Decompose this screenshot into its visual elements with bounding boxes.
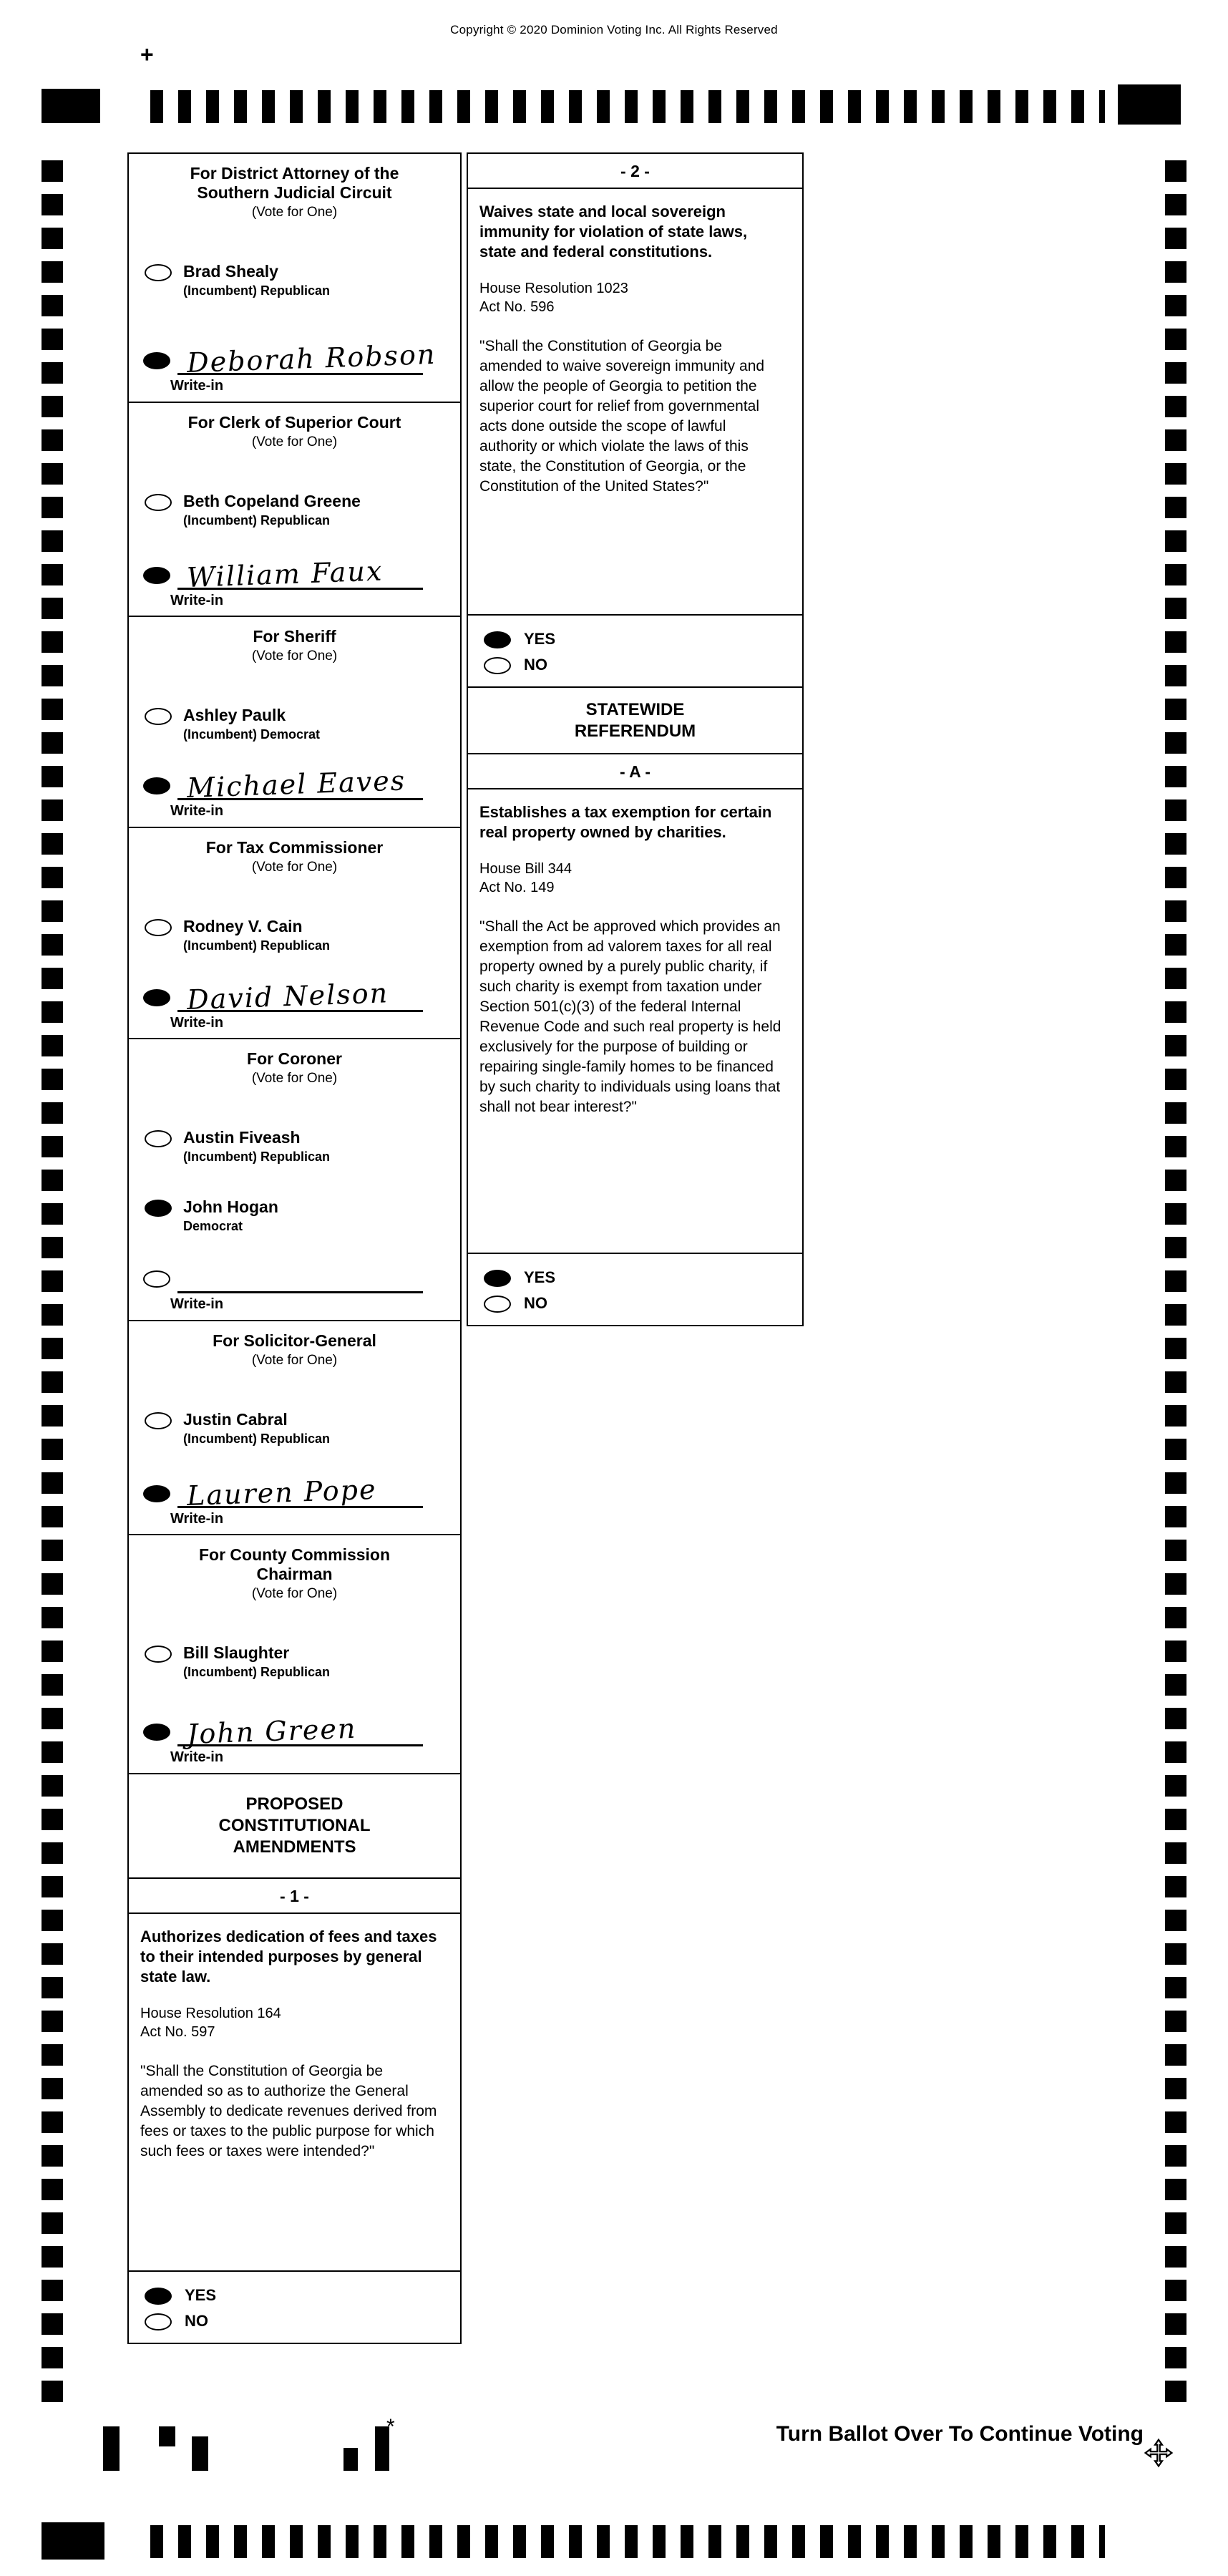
measure-question: "Shall the Act be approved which provides an exemption from ad valorem taxes for all real property owned by a purely public charity, if such charity is exempt from taxation under Section 501(c)(3) of the federal Internal Revenue Code and such real property is held exclusively for the purpose of building or repairing single-family homes to be financed by such charity to individuals using loans that shall not bear interest?" — [479, 918, 781, 1115]
registration-plus-mark: + — [140, 42, 154, 67]
measure-reference — [140, 2004, 442, 2041]
measure-amendment-2 — [467, 152, 804, 688]
write-in-row — [143, 550, 423, 593]
option-row-no — [145, 2311, 460, 2330]
candidate-name: Bill Slaughter — [183, 1643, 290, 1663]
candidate-detail: (Incumbent) Republican — [183, 1665, 331, 1680]
write-in-section — [129, 550, 460, 616]
turn-ballot-over-instruction: Turn Ballot Over To Continue Voting — [776, 2422, 1144, 2446]
write-in-row — [143, 1469, 423, 1512]
write-in-line — [177, 550, 423, 593]
write-in-section — [129, 336, 460, 402]
vote-bubble[interactable] — [143, 1270, 170, 1288]
option-label: NO — [524, 1293, 547, 1312]
copyright-line: Copyright © 2020 Dominion Voting Inc. All Rights Reserved — [450, 23, 778, 37]
vote-bubble[interactable] — [143, 777, 170, 794]
measure-summary: Establishes a tax exemption for certain real property owned by charities. — [479, 803, 772, 842]
candidate-detail: (Incumbent) Republican — [183, 1150, 331, 1165]
section-header-text: STATEWIDE REFERENDUM — [574, 699, 696, 741]
vote-bubble[interactable] — [145, 2288, 172, 2305]
vote-for-instruction: (Vote for One) — [251, 1071, 338, 1087]
contest-county-commission-chairman — [127, 1534, 462, 1774]
candidate-row — [145, 706, 452, 742]
write-in-section — [129, 1707, 460, 1773]
measure-reference — [479, 279, 784, 316]
write-in-row — [143, 973, 423, 1016]
handwritten-write-in: Lauren Pope — [186, 1473, 378, 1512]
contest-title: For Tax Commissioner — [205, 837, 384, 857]
write-in-row — [143, 1254, 423, 1293]
candidate-row — [145, 917, 452, 953]
vote-for-instruction: (Vote for One) — [251, 434, 338, 449]
candidate-text — [183, 1197, 278, 1234]
candidate-text — [183, 917, 330, 953]
handwritten-write-in: Michael Eaves — [186, 764, 406, 804]
vote-bubble[interactable] — [143, 1485, 170, 1502]
measure-referendum-a — [467, 753, 804, 1326]
asterisk-mark: * — [386, 2415, 395, 2439]
four-way-arrow-icon — [1144, 2438, 1174, 2471]
vote-bubble[interactable] — [145, 919, 172, 936]
measure-reference-line: Act No. 149 — [479, 880, 555, 896]
candidate-row — [145, 492, 452, 528]
vote-for-instruction: (Vote for One) — [251, 859, 338, 875]
vote-bubble[interactable] — [484, 1270, 511, 1287]
candidate-detail: (Incumbent) Republican — [183, 283, 331, 298]
option-row-no — [484, 1293, 802, 1313]
write-in-row — [143, 1707, 423, 1750]
write-in-label: Write-in — [170, 1296, 224, 1312]
measure-amendment-1 — [127, 1877, 462, 2344]
contest-title: For District Attorney of the Southern Judicial Circuit — [190, 164, 399, 203]
measure-number: - 1 - — [129, 1879, 460, 1914]
contest-solicitor-general — [127, 1320, 462, 1536]
measure-number: - 2 - — [468, 154, 802, 189]
write-in-line — [177, 336, 437, 379]
candidate-detail: (Incumbent) Republican — [183, 1431, 331, 1446]
vote-for-instruction: (Vote for One) — [251, 205, 338, 220]
write-in-line — [177, 1469, 423, 1512]
yes-no-options — [468, 1253, 802, 1325]
candidate-text — [183, 262, 330, 298]
yes-no-options — [468, 614, 802, 686]
candidate-row — [145, 262, 452, 298]
write-in-label: Write-in — [170, 803, 224, 819]
candidate-detail: (Incumbent) Democrat — [183, 727, 321, 742]
option-label: NO — [185, 2311, 208, 2330]
vote-bubble[interactable] — [145, 2313, 172, 2330]
contest-district-attorney — [127, 152, 462, 403]
contest-title: For Clerk of Superior Court — [187, 412, 401, 432]
write-in-label: Write-in — [170, 1510, 224, 1527]
option-row-yes — [484, 629, 802, 648]
vote-bubble[interactable] — [484, 657, 511, 674]
measure-summary: Waives state and local sovereign immunity for violation of state laws, state and federal constitutions. — [479, 203, 748, 261]
ballot-code-mark — [192, 2436, 208, 2471]
vote-bubble[interactable] — [143, 1724, 170, 1741]
vote-bubble[interactable] — [143, 567, 170, 584]
candidate-name: Beth Copeland Greene — [183, 491, 361, 510]
measure-reference-line: Act No. 597 — [140, 2024, 215, 2041]
candidate-text — [183, 706, 320, 742]
write-in-row — [143, 761, 423, 804]
measure-question: "Shall the Constitution of Georgia be amended so as to authorize the General Assembly to dedicate revenues derived from fees or taxes to the public purpose for which such fees or taxes were intended?" — [140, 2063, 437, 2160]
option-row-yes — [484, 1268, 802, 1287]
vote-bubble[interactable] — [145, 264, 172, 281]
timing-mark-block — [1118, 84, 1181, 125]
measure-reference-line: House Resolution 164 — [140, 2006, 281, 2022]
contest-coroner — [127, 1038, 462, 1321]
option-row-yes — [145, 2285, 460, 2305]
vote-bubble[interactable] — [145, 1200, 172, 1217]
section-header-statewide-referendum — [467, 686, 804, 755]
ballot-code-mark — [159, 2426, 175, 2446]
handwritten-write-in: David Nelson — [186, 976, 389, 1016]
timing-mark-row-bottom — [150, 2525, 1105, 2558]
ballot-column-left — [127, 152, 462, 2344]
candidate-name: Brad Shealy — [183, 262, 278, 281]
ballot-code-mark — [103, 2426, 120, 2471]
write-in-row — [143, 336, 437, 379]
section-header-text: PROPOSED CONSTITUTIONAL AMENDMENTS — [218, 1794, 371, 1857]
vote-for-instruction: (Vote for One) — [251, 1586, 338, 1602]
contest-title: For Coroner — [247, 1049, 342, 1068]
measure-reference-line: House Resolution 1023 — [479, 281, 628, 297]
vote-bubble[interactable] — [145, 494, 172, 511]
candidate-name: Justin Cabral — [183, 1409, 288, 1429]
vote-bubble[interactable] — [145, 1646, 172, 1663]
contest-tax-commissioner — [127, 827, 462, 1040]
vote-bubble[interactable] — [143, 989, 170, 1006]
candidate-row — [145, 1643, 452, 1680]
contest-title: For Sheriff — [253, 627, 336, 646]
ballot-code-mark — [343, 2448, 358, 2471]
yes-no-options — [129, 2270, 460, 2343]
contest-title: For County Commission Chairman — [198, 1545, 391, 1584]
contest-title: For Solicitor-General — [213, 1331, 376, 1350]
vote-bubble[interactable] — [145, 1130, 172, 1147]
vote-for-instruction: (Vote for One) — [251, 1352, 338, 1368]
vote-bubble[interactable] — [484, 1296, 511, 1313]
timing-mark-row-top — [150, 90, 1105, 123]
vote-bubble[interactable] — [145, 1412, 172, 1429]
candidate-row — [145, 1128, 452, 1165]
option-label: YES — [185, 2285, 217, 2304]
candidate-text — [183, 1128, 330, 1165]
candidate-name: Rodney V. Cain — [183, 916, 303, 935]
candidate-text — [183, 1643, 330, 1680]
timing-mark-block — [42, 89, 100, 123]
section-header-constitutional-amendments — [127, 1773, 462, 1880]
write-in-section — [129, 761, 460, 827]
candidate-detail: (Incumbent) Republican — [183, 938, 331, 953]
vote-bubble[interactable] — [484, 631, 511, 648]
measure-summary: Authorizes dedication of fees and taxes to their intended purposes by general state law. — [140, 1928, 437, 1986]
write-in-line — [177, 1254, 423, 1293]
write-in-line — [177, 1707, 423, 1750]
candidate-name: Ashley Paulk — [183, 706, 286, 725]
ballot-column-right — [467, 152, 804, 1326]
candidate-detail: Democrat — [183, 1219, 243, 1234]
candidate-name: Austin Fiveash — [183, 1128, 301, 1147]
option-label: YES — [524, 629, 556, 648]
candidate-text — [183, 1410, 330, 1447]
write-in-section — [129, 1254, 460, 1320]
contest-sheriff — [127, 616, 462, 828]
timing-mark-block — [42, 2522, 104, 2560]
write-in-label: Write-in — [170, 1014, 224, 1031]
write-in-label: Write-in — [170, 1749, 224, 1765]
option-label: NO — [524, 655, 547, 674]
candidate-text — [183, 492, 361, 528]
candidate-row — [145, 1197, 452, 1234]
handwritten-write-in: John Green — [186, 1712, 357, 1750]
vote-bubble[interactable] — [145, 708, 172, 725]
candidate-name: John Hogan — [183, 1197, 278, 1217]
option-row-no — [484, 655, 802, 674]
write-in-section — [129, 973, 460, 1039]
measure-question: "Shall the Constitution of Georgia be amended to waive sovereign immunity and allow the people of Georgia to petition the superior court for relief from governmental acts done outside the scope of lawful authority or which violate the laws of this state, the Constitution of Georgia, or the Constitution of the United States?" — [479, 338, 765, 495]
measure-reference — [479, 860, 784, 897]
write-in-line — [177, 973, 423, 1016]
measure-reference-line: Act No. 596 — [479, 299, 555, 316]
candidate-row — [145, 1410, 452, 1447]
contest-clerk-superior-court — [127, 402, 462, 618]
measure-reference-line: House Bill 344 — [479, 861, 572, 878]
measure-number: - A - — [468, 754, 802, 789]
write-in-line — [177, 761, 423, 804]
write-in-label: Write-in — [170, 378, 224, 394]
option-label: YES — [524, 1268, 556, 1286]
timing-mark-column-left — [42, 160, 63, 2404]
handwritten-write-in: William Faux — [186, 554, 384, 593]
vote-bubble[interactable] — [143, 352, 170, 369]
handwritten-write-in: Deborah Robson — [186, 338, 437, 379]
write-in-section — [129, 1469, 460, 1535]
vote-for-instruction: (Vote for One) — [251, 648, 338, 664]
timing-mark-column-right — [1165, 160, 1186, 2404]
write-in-label: Write-in — [170, 592, 224, 608]
candidate-detail: (Incumbent) Republican — [183, 512, 331, 528]
